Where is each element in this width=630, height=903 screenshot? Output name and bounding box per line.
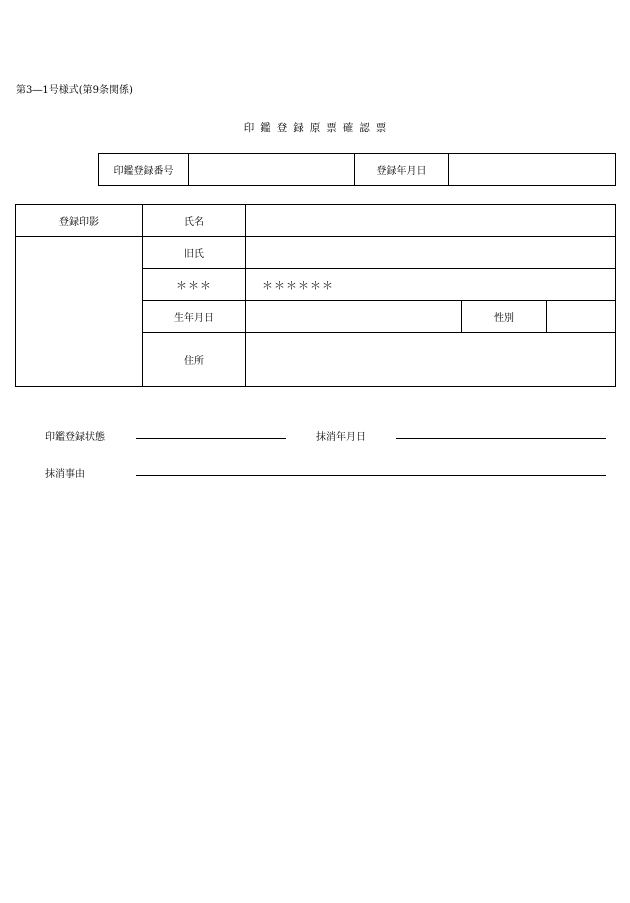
- registration-number-field[interactable]: [189, 154, 355, 186]
- name-field[interactable]: [246, 205, 616, 237]
- form-number: 第3―1号様式(第9条関係): [16, 85, 133, 96]
- masked-label: ＊＊＊: [143, 269, 246, 301]
- address-field[interactable]: [246, 333, 616, 387]
- deletion-reason-label: 抹消事由: [45, 469, 85, 480]
- deletion-date-line[interactable]: [396, 438, 606, 439]
- deletion-reason-line[interactable]: [136, 475, 606, 476]
- address-label: 住所: [143, 333, 246, 387]
- registration-number-label: 印鑑登録番号: [99, 154, 189, 186]
- sex-field[interactable]: [547, 301, 616, 333]
- seal-status-line[interactable]: [136, 438, 286, 439]
- former-name-label: 旧氏: [143, 237, 246, 269]
- registrant-info-table: [15, 204, 616, 387]
- seal-impression-box: [16, 237, 143, 387]
- registration-date-field[interactable]: [449, 154, 616, 186]
- registration-date-label: 登録年月日: [355, 154, 449, 186]
- deletion-date-label: 抹消年月日: [316, 432, 366, 443]
- name-label: 氏名: [143, 205, 246, 237]
- masked-value: ＊＊＊＊＊＊: [246, 269, 616, 301]
- registration-info-table: [98, 153, 616, 186]
- seal-status-label: 印鑑登録状態: [45, 432, 105, 443]
- birth-date-field[interactable]: [246, 301, 462, 333]
- birth-date-label: 生年月日: [143, 301, 246, 333]
- sex-label: 性別: [462, 301, 547, 333]
- page-title: 印鑑登録原票確認票: [243, 122, 393, 134]
- seal-impression-label: 登録印影: [16, 205, 143, 237]
- former-name-field[interactable]: [246, 237, 616, 269]
